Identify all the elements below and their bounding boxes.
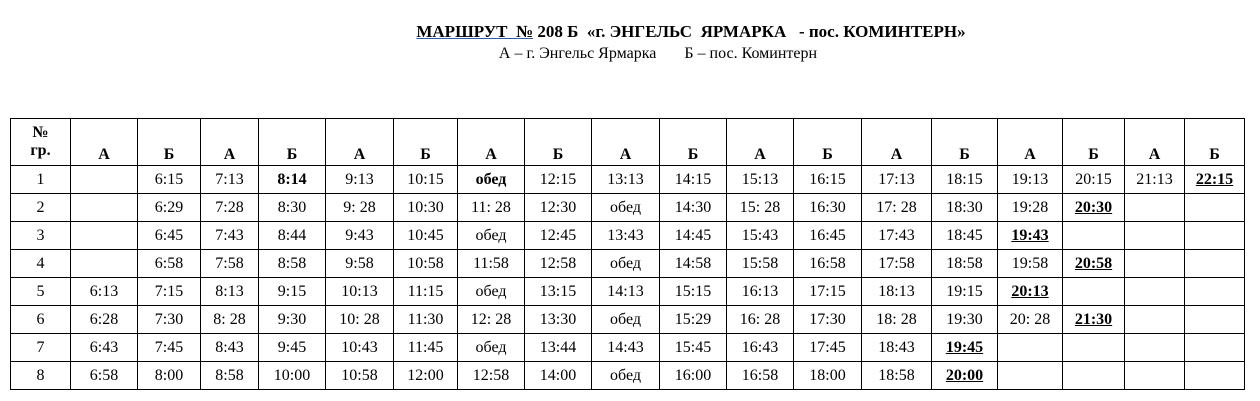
time-cell: 18:45	[932, 222, 998, 250]
time-cell: 7:43	[201, 222, 259, 250]
time-cell: 15:58	[727, 250, 794, 278]
time-cell: 7:58	[201, 250, 259, 278]
time-cell: 14:15	[660, 166, 727, 194]
time-cell: 16:13	[727, 278, 794, 306]
time-cell: 8:30	[259, 194, 326, 222]
table-row	[11, 362, 1245, 390]
table-row	[11, 222, 1245, 250]
time-cell: 12:30	[525, 194, 592, 222]
time-cell: 7:28	[201, 194, 259, 222]
group-number-header	[11, 119, 71, 166]
group-number-cell: 8	[11, 362, 71, 390]
time-cell: 15:29	[660, 306, 727, 334]
time-cell	[1063, 278, 1125, 306]
time-cell: 10:15	[394, 166, 458, 194]
direction-header: А	[998, 119, 1063, 166]
time-cell: 6:45	[138, 222, 201, 250]
direction-header: Б	[794, 119, 862, 166]
time-cell: 18:00	[794, 362, 862, 390]
direction-header: Б	[1063, 119, 1125, 166]
time-cell	[71, 166, 138, 194]
time-cell: 14:43	[592, 334, 660, 362]
table-row	[11, 334, 1245, 362]
time-cell: 16: 28	[727, 306, 794, 334]
time-cell: 18:13	[862, 278, 932, 306]
time-cell: 9:13	[326, 166, 394, 194]
time-cell: 18:30	[932, 194, 998, 222]
route-title	[0, 22, 1260, 42]
time-cell: 15:15	[660, 278, 727, 306]
time-cell: 20:58	[1063, 250, 1125, 278]
time-cell: 19:30	[932, 306, 998, 334]
time-cell: 12:58	[458, 362, 525, 390]
direction-header: А	[592, 119, 660, 166]
time-cell: 20:30	[1063, 194, 1125, 222]
time-cell	[1125, 222, 1185, 250]
time-cell: 11:30	[394, 306, 458, 334]
time-cell: 17: 28	[862, 194, 932, 222]
direction-header: Б	[394, 119, 458, 166]
time-cell	[71, 222, 138, 250]
direction-header: Б	[259, 119, 326, 166]
direction-header: Б	[138, 119, 201, 166]
direction-header: А	[71, 119, 138, 166]
time-cell: 8:43	[201, 334, 259, 362]
time-cell	[1125, 194, 1185, 222]
time-cell: 12:45	[525, 222, 592, 250]
time-cell: 15: 28	[727, 194, 794, 222]
time-cell: 19:43	[998, 222, 1063, 250]
time-cell: обед	[592, 194, 660, 222]
time-cell: 13:13	[592, 166, 660, 194]
time-cell: 19:13	[998, 166, 1063, 194]
direction-header: А	[727, 119, 794, 166]
time-cell: 8:58	[259, 250, 326, 278]
time-cell: 7:45	[138, 334, 201, 362]
direction-header: Б	[932, 119, 998, 166]
time-cell: 20: 28	[998, 306, 1063, 334]
time-cell: 15:45	[660, 334, 727, 362]
time-cell: 15:13	[727, 166, 794, 194]
time-cell	[998, 334, 1063, 362]
time-cell: 9:43	[326, 222, 394, 250]
time-cell	[1185, 194, 1245, 222]
time-cell: обед	[458, 278, 525, 306]
time-cell: 10:13	[326, 278, 394, 306]
time-cell: 16:00	[660, 362, 727, 390]
time-cell: 16:30	[794, 194, 862, 222]
time-cell: 18:58	[932, 250, 998, 278]
time-cell: 13:15	[525, 278, 592, 306]
time-cell: 6:58	[71, 362, 138, 390]
group-number-cell: 1	[11, 166, 71, 194]
time-cell	[1125, 278, 1185, 306]
time-cell: 8:44	[259, 222, 326, 250]
table-row	[11, 250, 1245, 278]
time-cell: обед	[592, 362, 660, 390]
time-cell: 10: 28	[326, 306, 394, 334]
time-cell: 6:13	[71, 278, 138, 306]
time-cell: 13:30	[525, 306, 592, 334]
time-cell: 19:28	[998, 194, 1063, 222]
time-cell: 13:44	[525, 334, 592, 362]
time-cell: 11: 28	[458, 194, 525, 222]
group-number-cell: 2	[11, 194, 71, 222]
direction-header: Б	[525, 119, 592, 166]
time-cell: обед	[458, 222, 525, 250]
time-cell	[1063, 222, 1125, 250]
route-legend: А – г. Энгельс Ярмарка Б – пос. Коминтерн	[498, 45, 818, 62]
group-number-label-line1: №	[32, 123, 49, 141]
time-cell: 20:00	[932, 362, 998, 390]
time-cell: 17:43	[862, 222, 932, 250]
time-cell: 20:15	[1063, 166, 1125, 194]
time-cell	[71, 250, 138, 278]
time-cell: 8: 28	[201, 306, 259, 334]
time-cell: 21:30	[1063, 306, 1125, 334]
time-cell: 7:13	[201, 166, 259, 194]
time-cell: обед	[592, 250, 660, 278]
time-cell: 12:58	[525, 250, 592, 278]
time-cell: 18: 28	[862, 306, 932, 334]
time-cell: 14:30	[660, 194, 727, 222]
time-cell: 8:13	[201, 278, 259, 306]
time-cell: 14:58	[660, 250, 727, 278]
time-cell: 12: 28	[458, 306, 525, 334]
time-cell: 18:15	[932, 166, 998, 194]
table-row	[11, 194, 1245, 222]
time-cell: 11:58	[458, 250, 525, 278]
schedule-body	[11, 166, 1245, 390]
time-cell: 11:45	[394, 334, 458, 362]
time-cell: 9:15	[259, 278, 326, 306]
time-cell: 16:58	[794, 250, 862, 278]
time-cell: 15:43	[727, 222, 794, 250]
direction-header: А	[1125, 119, 1185, 166]
table-row	[11, 166, 1245, 194]
time-cell: 9:45	[259, 334, 326, 362]
time-cell	[1125, 250, 1185, 278]
direction-header: А	[326, 119, 394, 166]
time-cell: 7:15	[138, 278, 201, 306]
time-cell	[71, 194, 138, 222]
group-number-cell: 4	[11, 250, 71, 278]
time-cell: 19:15	[932, 278, 998, 306]
time-cell	[1063, 362, 1125, 390]
time-cell: обед	[458, 166, 525, 194]
direction-header: А	[458, 119, 525, 166]
time-cell	[1125, 362, 1185, 390]
time-cell	[1185, 222, 1245, 250]
time-cell: 9:58	[326, 250, 394, 278]
time-cell	[1185, 278, 1245, 306]
table-header-row	[11, 119, 1245, 166]
time-cell	[1185, 362, 1245, 390]
time-cell: 16:43	[727, 334, 794, 362]
time-cell	[1185, 250, 1245, 278]
group-number-cell: 5	[11, 278, 71, 306]
group-number-cell: 6	[11, 306, 71, 334]
time-cell: 16:15	[794, 166, 862, 194]
route-title-prefix: МАРШРУТ №	[416, 22, 534, 41]
time-cell: обед	[458, 334, 525, 362]
time-cell: 21:13	[1125, 166, 1185, 194]
time-cell: 8:14	[259, 166, 326, 194]
direction-header: Б	[660, 119, 727, 166]
time-cell: 19:45	[932, 334, 998, 362]
time-cell: 14:13	[592, 278, 660, 306]
time-cell: 10:43	[326, 334, 394, 362]
time-cell: 17:58	[862, 250, 932, 278]
time-cell: 10:00	[259, 362, 326, 390]
time-cell	[1185, 334, 1245, 362]
time-cell: 10:30	[394, 194, 458, 222]
time-cell: 10:58	[326, 362, 394, 390]
time-cell: 6:15	[138, 166, 201, 194]
table-row	[11, 278, 1245, 306]
time-cell: обед	[592, 306, 660, 334]
time-cell: 8:00	[138, 362, 201, 390]
time-cell: 16:58	[727, 362, 794, 390]
schedule-table	[10, 118, 1245, 390]
time-cell: 22:15	[1185, 166, 1245, 194]
time-cell: 9: 28	[326, 194, 394, 222]
route-title-rest: 208 Б «г. ЭНГЕЛЬС ЯРМАРКА - пос. КОМИНТЕРН»	[533, 22, 966, 41]
time-cell: 18:43	[862, 334, 932, 362]
group-number-cell: 3	[11, 222, 71, 250]
time-cell: 17:13	[862, 166, 932, 194]
time-cell: 17:15	[794, 278, 862, 306]
direction-header: А	[201, 119, 259, 166]
time-cell	[1125, 306, 1185, 334]
time-cell: 14:45	[660, 222, 727, 250]
group-number-cell: 7	[11, 334, 71, 362]
time-cell: 14:00	[525, 362, 592, 390]
time-cell: 12:15	[525, 166, 592, 194]
time-cell: 12:00	[394, 362, 458, 390]
time-cell: 6:29	[138, 194, 201, 222]
time-cell: 17:45	[794, 334, 862, 362]
time-cell: 18:58	[862, 362, 932, 390]
time-cell: 7:30	[138, 306, 201, 334]
time-cell	[1125, 334, 1185, 362]
time-cell	[1185, 306, 1245, 334]
direction-header: Б	[1185, 119, 1245, 166]
time-cell: 13:43	[592, 222, 660, 250]
time-cell: 6:28	[71, 306, 138, 334]
table-row	[11, 306, 1245, 334]
time-cell: 10:58	[394, 250, 458, 278]
time-cell: 17:30	[794, 306, 862, 334]
time-cell: 20:13	[998, 278, 1063, 306]
time-cell: 6:43	[71, 334, 138, 362]
time-cell: 6:58	[138, 250, 201, 278]
time-cell: 19:58	[998, 250, 1063, 278]
time-cell: 16:45	[794, 222, 862, 250]
time-cell	[1063, 334, 1125, 362]
time-cell	[998, 362, 1063, 390]
time-cell: 11:15	[394, 278, 458, 306]
direction-header: А	[862, 119, 932, 166]
time-cell: 8:58	[201, 362, 259, 390]
group-number-label-line2: гр.	[30, 142, 51, 159]
time-cell: 9:30	[259, 306, 326, 334]
time-cell: 10:45	[394, 222, 458, 250]
